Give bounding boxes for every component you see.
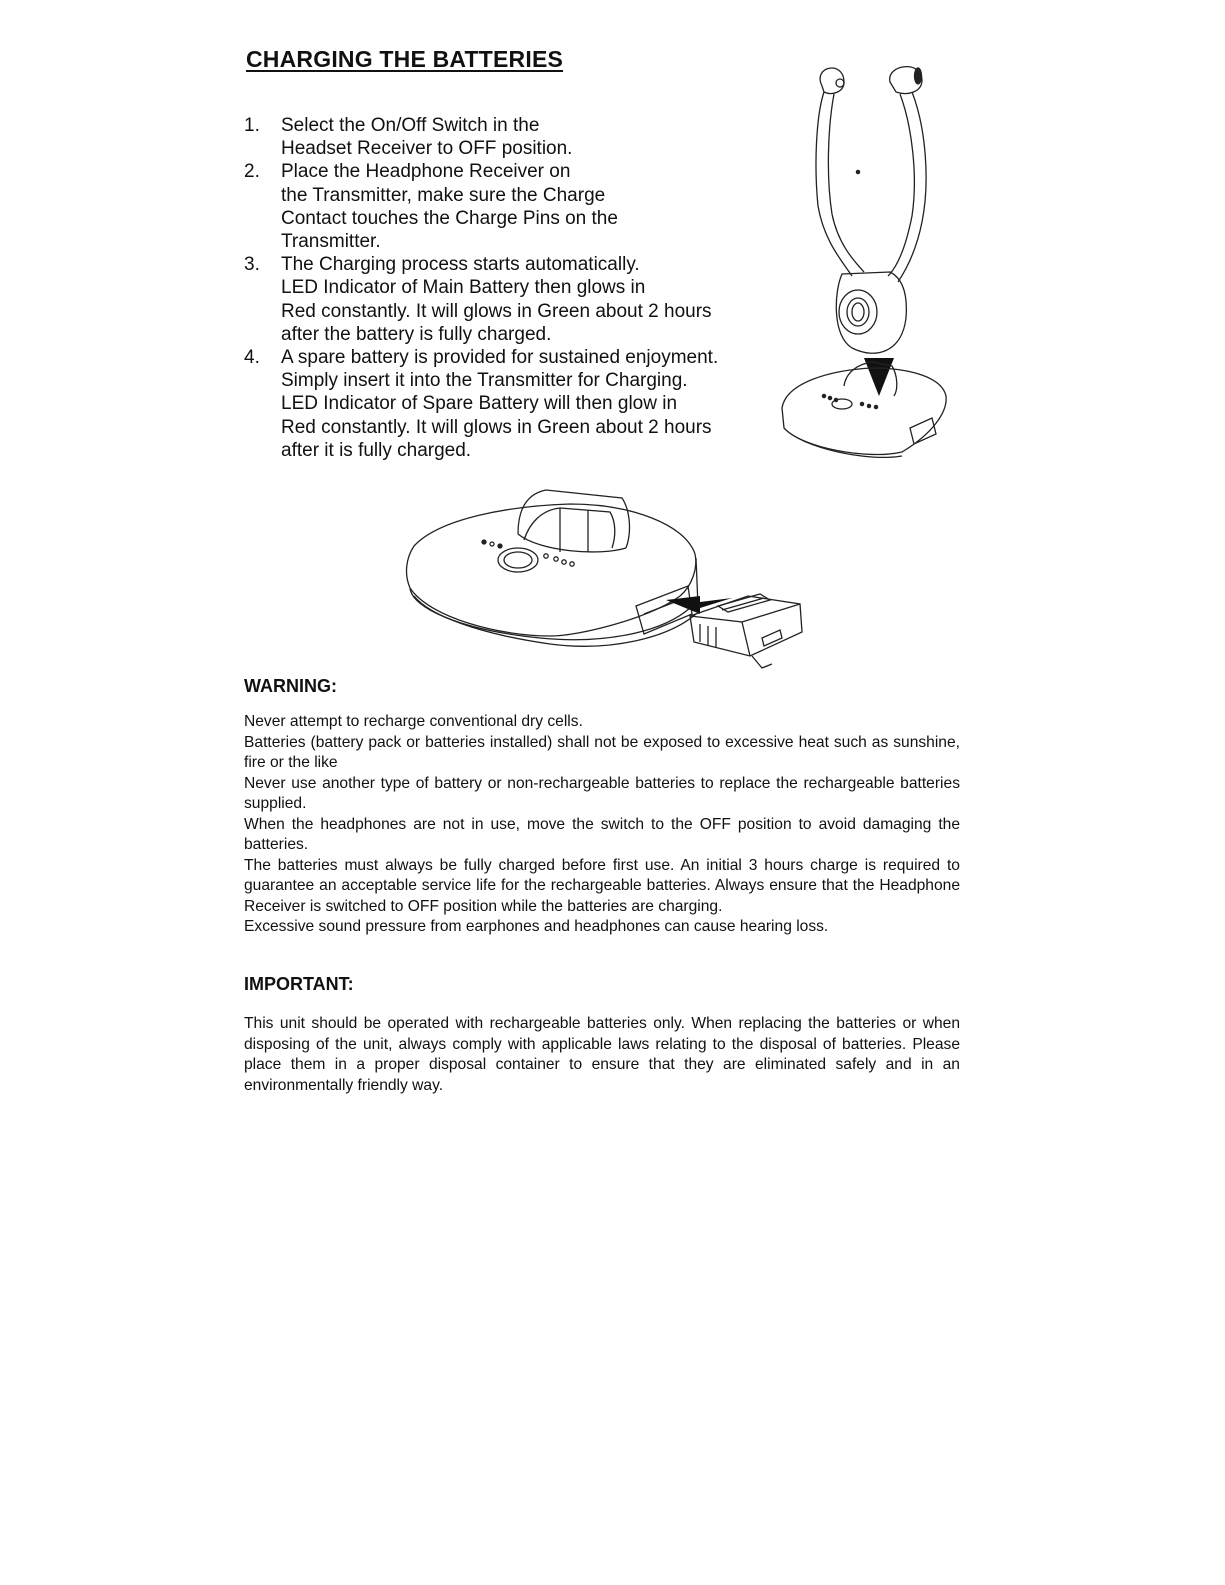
warning-paragraph: Batteries (battery pack or batteries installed) shall not be exposed to excessive heat such as sunshine, fire or the like <box>244 733 960 771</box>
step-line: Place the Headphone Receiver on <box>281 161 571 183</box>
step-number: 4. <box>244 347 260 369</box>
warning-heading: WARNING: <box>244 676 337 696</box>
headset-on-transmitter-illustration <box>772 56 962 466</box>
warning-paragraph: When the headphones are not in use, move the switch to the OFF position to avoid damaging the batteries. <box>244 815 960 853</box>
step-line: A spare battery is provided for sustained enjoyment. <box>281 347 719 369</box>
step-line: Simply insert it into the Transmitter for Charging. <box>281 370 688 392</box>
step-item <box>244 253 744 346</box>
step-text <box>281 160 744 253</box>
warning-paragraph: Never attempt to recharge conventional dry cells. <box>244 713 583 730</box>
step-text <box>281 346 744 462</box>
step-line: Headset Receiver to OFF position. <box>281 138 573 160</box>
important-paragraph: This unit should be operated with rechargeable batteries only. When replacing the batteries or when disposing of the unit, always comply with applicable laws relating to the disposal of batteries. Please place them in a proper disposal container to ensure that they are eliminated safely and in an environmentally friendly way. <box>244 1015 960 1094</box>
page-title: CHARGING THE BATTERIES <box>246 46 564 72</box>
step-line: Select the On/Off Switch in the <box>281 115 540 136</box>
step-line: after the battery is fully charged. <box>281 323 552 345</box>
step-number: 2. <box>244 161 260 183</box>
important-text <box>244 1014 960 1096</box>
step-item <box>244 114 744 160</box>
step-line: LED Indicator of Spare Battery will then glow in <box>281 393 678 415</box>
step-line: Red constantly. It will glows in Green about 2 hours <box>281 300 712 322</box>
step-item <box>244 160 744 253</box>
step-item <box>244 346 744 462</box>
transmitter-spare-battery-illustration <box>400 488 820 670</box>
step-line: Transmitter. <box>281 231 381 253</box>
charging-steps-list <box>244 114 744 462</box>
step-line: LED Indicator of Main Battery then glows in <box>281 277 646 299</box>
step-line: Contact touches the Charge Pins on the <box>281 207 618 229</box>
step-line: the Transmitter, make sure the Charge <box>281 184 606 206</box>
step-number: 3. <box>244 254 260 276</box>
warning-paragraph: Never use another type of battery or non-rechargeable batteries to replace the rechargeable batteries supplied. <box>244 774 960 812</box>
warning-text <box>244 712 960 938</box>
step-number: 1. <box>244 115 260 136</box>
step-line: The Charging process starts automatically. <box>281 254 640 276</box>
step-line: after it is fully charged. <box>281 439 472 461</box>
warning-paragraph: The batteries must always be fully charged before first use. An initial 3 hours charge is required to guarantee an acceptable service life for the rechargeable batteries. Always ensure that the Headphone Receiver is switched to OFF position while the batteries are charging. <box>244 856 960 915</box>
warning-paragraph: Excessive sound pressure from earphones and headphones can cause hearing loss. <box>244 918 829 935</box>
step-text <box>281 253 744 346</box>
step-line: Red constantly. It will glows in Green about 2 hours <box>281 416 712 438</box>
step-text <box>281 114 744 160</box>
important-heading: IMPORTANT: <box>244 974 354 994</box>
